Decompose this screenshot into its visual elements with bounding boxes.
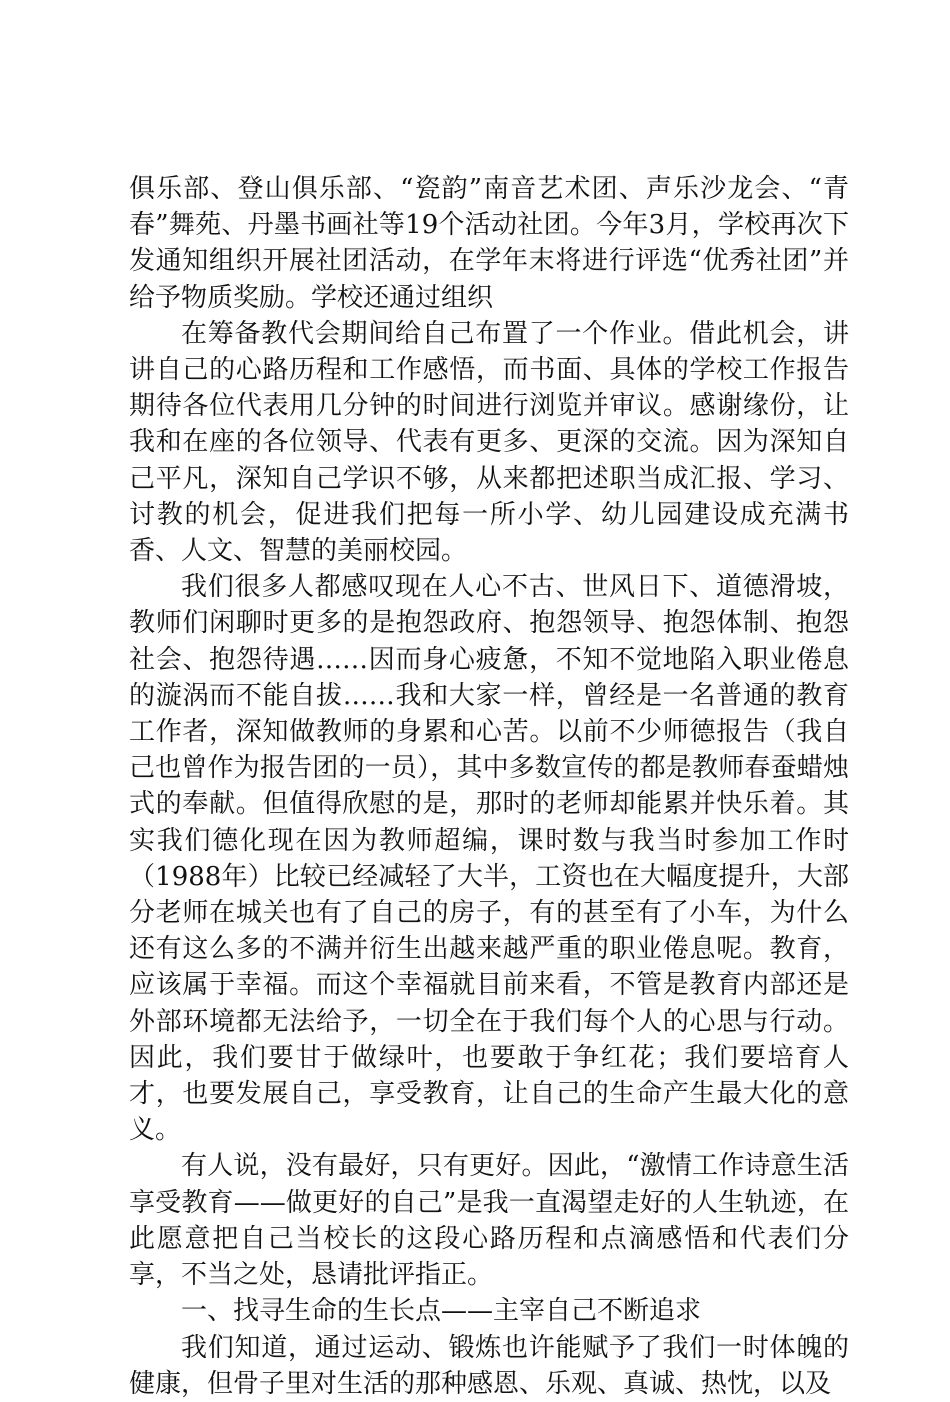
paragraph-introduction: 在筹备教代会期间给自己布置了一个作业。借此机会，讲讲自己的心路历程和工作感悟，而书面、具体的学校工作报告期待各位代表用几分钟的时间进行浏览并审议。感谢缘份，让我和在座的各位领导、代表有更多、更深的交流。因为深知自己平凡，深知自己学识不够，从来都把述职当成汇报、学习、讨教的机会，促进我们把每一所小学、幼儿园建设成充满书香、人文、智慧的美丽校园。 bbox=[129, 318, 849, 567]
section-heading-1: 一、找寻生命的生长点——主宰自己不断追求 bbox=[181, 1296, 702, 1327]
paragraph-clubs: 俱乐部、登山俱乐部、“瓷韵”南音艺术团、声乐沙龙会、“青春”舞苑、丹墨书画社等19个活动社团。今年3月，学校再次下发通知组织开展社团活动，在学年末将进行评选“优秀社团”并给予物质奖励。学校还通过组织 bbox=[129, 174, 849, 313]
document-body bbox=[129, 171, 849, 1402]
paragraph-teacher-burnout: 我们很多人都感叹现在人心不古、世风日下、道德滑坡，教师们闲聊时更多的是抱怨政府、抱怨领导、抱怨体制、抱怨社会、抱怨待遇……因而身心疲惫，不知不觉地陷入职业倦息的漩涡而不能自拔……我和大家一样，曾经是一名普通的教育工作者，深知做教师的身累和心苦。以前不少师德报告（我自己也曾作为报告团的一员），其中多数宣传的都是教师春蚕蜡烛式的奉献。但值得欣慰的是，那时的老师却能累并快乐着。其实我们德化现在因为教师超编，课时数与我当时参加工作时（1988年）比较已经减轻了大半，工资也在大幅度提升，大部分老师在城关也有了自己的房子，有的甚至有了小车，为什么还有这么多的不满并衍生出越来越严重的职业倦息呢。教育，应该属于幸福。而这个幸福就目前来看，不管是教育内部还是外部环境都无法给予，一切全在于我们每个人的心思与行动。因此，我们要甘于做绿叶，也要敢于争红花；我们要培育人才，也要发展自己，享受教育，让自己的生命产生最大化的意义。 bbox=[129, 572, 849, 1146]
paragraph-health: 我们知道，通过运动、锻炼也许能赋予了我们一时体魄的健康，但骨子里对生活的那种感恩、乐观、真诚、热忱，以及 bbox=[129, 1332, 849, 1399]
paragraph-better-self: 有人说，没有最好，只有更好。因此，“激情工作诗意生活享受教育——做更好的自己”是我一直渴望走好的人生轨迹，在此愿意把自己当校长的这段心路历程和点滴感悟和代表们分享，不当之处，恳请批评指正。 bbox=[129, 1151, 849, 1291]
